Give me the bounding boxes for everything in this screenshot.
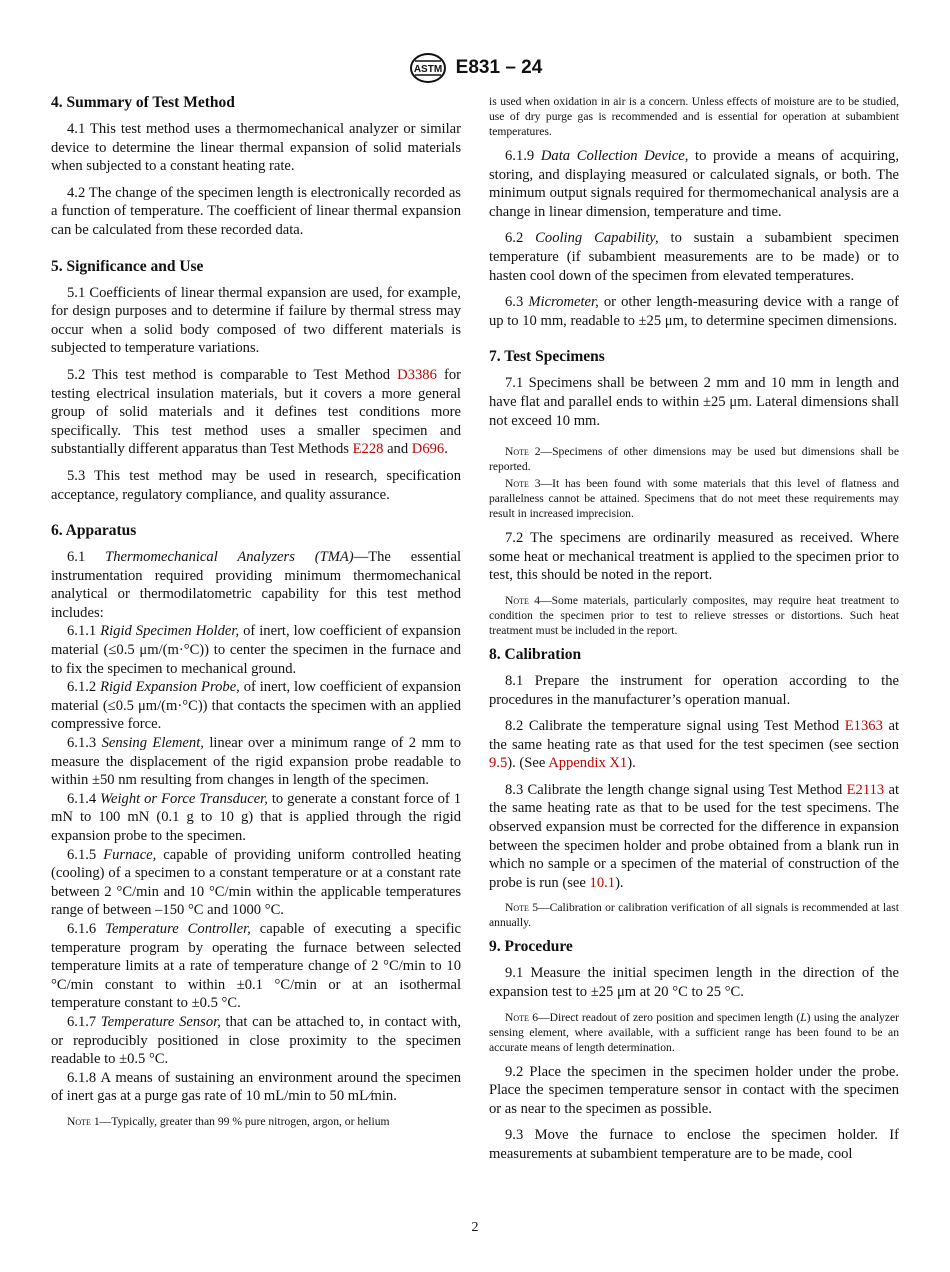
paragraph-7-1: 7.1 Specimens shall be between 2 mm and 10 mm in length and have flat and parallel ends to within ±25 μm. Lateral dimensions shall not exceed 10 mm. <box>489 375 899 429</box>
section-9-title: 9. Procedure <box>489 938 573 956</box>
note-4: Note 4—Some materials, particularly composites, may require heat treatment to condition the specimen prior to test to relieve stresses or distortions. Such heat treatment must be included in the report. <box>489 593 899 637</box>
section-6-title: 6. Apparatus <box>51 522 137 540</box>
paragraph-6-1-2: 6.1.2 Rigid Expansion Probe, of inert, low coefficient of expansion material (≤0.5 μm/(m·°C)) that contacts the specimen with an applied compressive force. <box>51 679 462 733</box>
note-6: Note 6—Direct readout of zero position and specimen length (L) using the analyzer sensing element, where available, with a sufficient range has been found to be an accurate means of length determination. <box>489 1010 899 1054</box>
section-4-title: 4. Summary of Test Method <box>51 94 235 111</box>
section-8-title: 8. Calibration <box>489 645 582 663</box>
note-1: Note 1—Typically, greater than 99 % pure nitrogen, argon, or helium <box>67 1114 390 1128</box>
paragraph-5-2: 5.2 This test method is comparable to Test Method D3386 for testing electrical insulation materials, but it covers a more general group of solid materials and it defines test conditions more specifically. This test method uses a smaller specimen and substantially different apparatus than Test Methods E228 and D696. <box>51 366 461 458</box>
paragraph-5-1: 5.1 Coefficients of linear thermal expansion are used, for example, for design purposes and to determine if failure by thermal stress may occur when a solid body composed of two different materials is subjected to temperature variations. <box>51 284 461 357</box>
paragraph-9-2: 9.2 Place the specimen in the specimen holder under the probe. Place the specimen temperature sensor in contact with the specimen or as near to the specimen as possible. <box>489 1063 899 1117</box>
paragraph-8-2: 8.2 Calibrate the temperature signal using Test Method E1363 at the same heating rate as that used for the test specimen (see section 9.5). (See Appendix X1). <box>489 718 900 772</box>
paragraph-6-1-4: 6.1.4 Weight or Force Transducer, to generate a constant force of 1 mN to 100 mN (0.1 g to 10 g) that is applied through the rigid expansion probe to the specimen. <box>51 790 461 844</box>
link-e1363[interactable]: E1363 <box>844 718 883 735</box>
note-3: Note 3—It has been found with some materials that this level of flatness and parallelness cannot be attained. Specimens that do not meet these requirements may result in increased imprecision. <box>489 477 899 521</box>
paragraph-6-3: 6.3 Micrometer, or other length-measuring device with a range of up to 10 mm, readable to ±25 μm, to determine specimen dimensions. <box>489 294 899 329</box>
paragraph-6-1-7: 6.1.7 Temperature Sensor, that can be attached to, in contact with, or reproducibly positioned in close proximity to the specimen readable to ±0.5 °C. <box>51 1013 461 1068</box>
paragraph-4-2: 4.2 The change of the specimen length is electronically recorded as a function of temperature. The coefficient of linear thermal expansion can be calculated from these recorded data. <box>51 184 461 238</box>
note-2: Note 2—Specimens of other dimensions may be used but dimensions shall be reported. <box>489 445 899 474</box>
designation: E831 – 24 <box>455 57 543 78</box>
section-7-title: 7. Test Specimens <box>489 348 605 366</box>
link-d3386[interactable]: D3386 <box>397 366 437 383</box>
note-5: Note 5—Calibration or calibration verification of all signals is recommended at last annually. <box>489 901 899 930</box>
paragraph-4-1: 4.1 This test method uses a thermomechanical analyzer or similar device to determine the linear thermal expansion of solid materials when subjected to a constant heating rate. <box>51 121 461 175</box>
paragraph-6-1-5: 6.1.5 Furnace, capable of providing uniform controlled heating (cooling) of a specimen to a constant temperature or at a constant rate between 2 °C/min and 10 °C/min within the applicable temperatures range of between –150 °C and 1000 °C. <box>51 846 461 919</box>
paragraph-9-3: 9.3 Move the furnace to enclose the specimen holder. If measurements at subambient temperature are to be made, cool <box>489 1127 899 1162</box>
section-5-title: 5. Significance and Use <box>51 257 204 275</box>
paragraph-6-1-9: 6.1.9 Data Collection Device, to provide a means of acquiring, storing, and displaying measured or calculated signals, or both. The minimum output signals required for thermomechanical analysis are a change in linear dimension, temperature and time. <box>489 148 900 220</box>
paragraph-6-1: 6.1 Thermomechanical Analyzers (TMA)—The essential instrumentation required providing minimum thermomechanical analytical or thermodilatometric capability for this test method includes: <box>51 549 461 621</box>
paragraph-7-2: 7.2 The specimens are ordinarily measured as received. Where some heat or mechanical treatment is applied to the specimen prior to test, this should be noted in the report. <box>489 530 899 584</box>
paragraph-6-1-3: 6.1.3 Sensing Element, linear over a minimum range of 2 mm to measure the displacement of the rigid expansion probe readable to within ±50 nm resulting from changes in length of the specimen. <box>51 735 461 789</box>
logo-text: ASTM <box>413 64 442 75</box>
paragraph-6-1-1: 6.1.1 Rigid Specimen Holder, of inert, low coefficient of expansion material (≤0.5 μm/(m·°C)) to center the specimen in the furnace and to fix the specimen to mechanical ground. <box>51 623 461 677</box>
paragraph-6-2: 6.2 Cooling Capability, to sustain a subambient specimen temperature (if subambient measurements are to be made) or to hasten cool down of the specimen from elevated temperatures. <box>489 230 899 284</box>
link-d696[interactable]: D696 <box>411 441 445 458</box>
paragraph-6-1-8: 6.1.8 A means of sustaining an environment around the specimen of inert gas at a purge gas rate of 10 mL/min to 50 mL⁄min. <box>51 1069 461 1105</box>
page-number: 2 <box>471 1220 479 1235</box>
page-header <box>0 52 950 84</box>
astm-logo-icon <box>408 52 448 84</box>
note-1-continued: is used when oxidation in air is a concern. Unless effects of moisture are to be studied, use of dry purge gas is recommended and is essential for operation at subambient temperatures. <box>489 95 899 138</box>
link-appendix-x1[interactable]: Appendix X1 <box>548 755 628 772</box>
right-column <box>489 94 899 1172</box>
paragraph-8-3: 8.3 Calibrate the length change signal using Test Method E2113 at the same heating rate as that to be used for the test specimens. The observed expansion must be corrected for the difference in expansion between the specimen holder and probe obtained from a blank run in which no sample or a specimen of the material of construction of the probe is run (see 10.1). <box>489 781 900 891</box>
paragraph-5-3: 5.3 This test method may be used in research, specification acceptance, regulatory compliance, and quality assurance. <box>51 467 461 503</box>
paragraph-8-1: 8.1 Prepare the instrument for operation according to the procedures in the manufacturer’s operation manual. <box>489 672 899 708</box>
link-e228[interactable]: E228 <box>352 441 384 458</box>
left-column <box>51 94 461 1137</box>
link-e2113[interactable]: E2113 <box>846 781 885 798</box>
paragraph-6-1-6: 6.1.6 Temperature Controller, capable of executing a specific temperature program by operating the furnace between selected temperature limits at a rate of temperature change of 2 °C/min to 10 °C/min constant to within ±0.1 °C/min or at an isothermal temperature constant to ±0.5 °C. <box>51 920 461 1012</box>
paragraph-9-1: 9.1 Measure the initial specimen length in the direction of the expansion test to ±25 μm at 20 °C to 25 °C. <box>489 965 899 1001</box>
link-section-10-1[interactable]: 10.1 <box>589 874 616 891</box>
link-section-9-5[interactable]: 9.5 <box>489 755 508 772</box>
